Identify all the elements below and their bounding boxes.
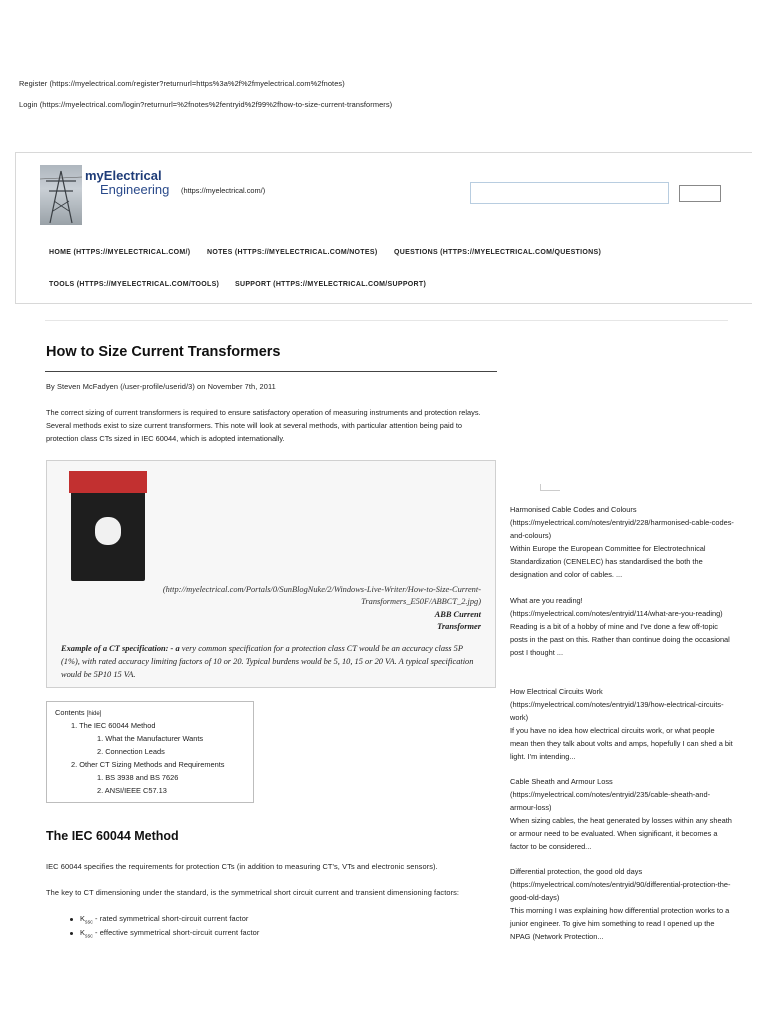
related-note-link[interactable]: Differential protection, the good old days (https://myelectrical.com/notes/entryid/90/differential-protection-the-good-old-days) — [510, 867, 731, 902]
pylon-photo — [40, 165, 82, 225]
related-note-excerpt: Within Europe the European Committee for Electrotechnical Standardization (CENELEC) has standardised the both the designation and color of cables. ... — [510, 544, 706, 579]
nav-home[interactable]: HOME (HTTPS://MYELECTRICAL.COM/) — [49, 249, 191, 256]
search-input[interactable] — [470, 182, 669, 204]
toc-item[interactable]: 1. BS 3938 and BS 7626 — [97, 773, 179, 782]
factor-description: - effective symmetrical short-circuit current factor — [92, 928, 260, 937]
search-button[interactable] — [679, 185, 721, 202]
nav-notes[interactable]: NOTES (HTTPS://MYELECTRICAL.COM/NOTES) — [207, 249, 378, 256]
current-transformer-image[interactable] — [69, 471, 147, 583]
logo-text-secondary: Engineering — [100, 182, 170, 197]
toc-item[interactable]: 2. ANSI/IEEE C57.13 — [97, 786, 167, 795]
register-link[interactable]: Register (https://myelectrical.com/register?returnurl=https%3a%2f%2fmyelectrical.com%2fnotes) — [19, 79, 345, 88]
list-item — [70, 914, 248, 926]
figure-caption: ABB Current Transformer — [434, 610, 481, 631]
toc-item[interactable]: 1. What the Manufacturer Wants — [97, 734, 204, 743]
site-logo[interactable] — [40, 165, 180, 225]
related-note-excerpt: If you have no idea how electrical circuits work, or what people mean then they talk about volts and amps, hopefully I can shed a bit light. I'm intending... — [510, 726, 733, 761]
factor-subscript: ssc — [85, 933, 93, 940]
logo-text-primary: myElectrical — [85, 168, 162, 183]
nav-tools[interactable]: TOOLS (HTTPS://MYELECTRICAL.COM/TOOLS) — [49, 281, 220, 288]
related-note-link[interactable]: Cable Sheath and Armour Loss (https://myelectrical.com/notes/entryid/235/cable-sheath-and-armour-loss) — [510, 777, 711, 812]
list-item — [70, 928, 259, 940]
factor-symbol: K — [80, 914, 86, 923]
related-note-excerpt: Reading is a bit of a hobby of mine and I've done a few off-topic posts in the past on this. Rather than continue doing the occasional post I thought ... — [510, 622, 730, 657]
bullet-icon — [70, 918, 73, 921]
nav-support[interactable]: SUPPORT (HTTPS://MYELECTRICAL.COM/SUPPORT) — [235, 281, 427, 288]
related-note-link[interactable]: How Electrical Circuits Work (https://myelectrical.com/notes/entryid/139/how-electrical-circuits-work) — [510, 687, 724, 722]
top-links — [19, 79, 392, 121]
figure-box — [46, 460, 496, 688]
toc-item[interactable]: 1. The IEC 60044 Method — [71, 721, 156, 730]
related-note-link[interactable]: What are you reading! (https://myelectrical.com/notes/entryid/114/what-are-you-reading) — [510, 596, 723, 618]
ct-spec-label: Example of a CT specification: - a — [61, 644, 180, 653]
ct-aperture — [95, 517, 121, 545]
related-note-excerpt: This morning I was explaining how differential protection works to a junior engineer. To give him something to read I opened up the NPAG (Network Protection... — [510, 906, 730, 941]
factor-symbol: K — [80, 928, 86, 937]
toc-item[interactable]: 2. Other CT Sizing Methods and Requirements — [71, 760, 225, 769]
bullet-icon — [70, 932, 73, 935]
ct-red-cap — [69, 471, 147, 493]
related-note — [510, 775, 735, 853]
page-title: How to Size Current Transformers — [46, 344, 281, 360]
related-note — [510, 594, 735, 659]
section-heading: The IEC 60044 Method — [46, 829, 179, 843]
paragraph: The key to CT dimensioning under the standard, is the symmetrical short circuit current and transient dimensioning factors: — [46, 888, 460, 897]
factor-subscript: ssc — [85, 919, 93, 926]
sidebar-placeholder — [540, 484, 560, 491]
login-link[interactable]: Login (https://myelectrical.com/login?returnurl=%2fnotes%2fentryid%2f99%2fhow-to-size-current-transformers) — [19, 100, 393, 109]
figure-url[interactable]: (http://myelectrical.com/Portals/0/SunBlogNuke/2/Windows-Live-Writer/How-to-Size-Current-Transformers_E50F/ABBCT_2.jpg) — [162, 585, 481, 606]
ct-spec-text: very common specification for a protection class CT would be an accuracy class 5P (1%), with rated accuracy limiting factors of 10 or 20. Typical burdens would be 5, 10, 15 or 20 VA. A typical specification would be 5P10 15 VA. — [61, 644, 474, 679]
site-header — [15, 152, 752, 304]
nav-questions[interactable]: QUESTIONS (HTTPS://MYELECTRICAL.COM/QUESTIONS) — [394, 249, 602, 256]
toc-hide-link[interactable]: [hide] — [86, 711, 102, 717]
toc-item[interactable]: 2. Connection Leads — [97, 747, 165, 756]
related-note — [510, 685, 735, 763]
divider — [45, 320, 728, 321]
paragraph: IEC 60044 specifies the requirements for protection CTs (in addition to measuring CT's, VTs and electronic sensors). — [46, 862, 438, 871]
ct-spec-example — [61, 642, 481, 681]
related-note — [510, 503, 735, 581]
factor-description: - rated symmetrical short-circuit current factor — [92, 914, 249, 923]
toc-title — [55, 708, 101, 717]
related-note-link[interactable]: Harmonised Cable Codes and Colours (https://myelectrical.com/notes/entryid/228/harmonised-cable-codes-and-colours) — [510, 505, 734, 540]
related-note-excerpt: When sizing cables, the heat generated by losses within any sheath or armour need to be evaluated. When significant, it becomes a factor to be considered... — [510, 816, 732, 851]
intro-paragraph: The correct sizing of current transformers is required to ensure satisfactory operation of measuring instruments and protection relays. Several methods exist to size current transformers. This note will look at several methods, with particular attention being paid to protection class CTs sized in IEC 60044, which is adopted internationally. — [46, 408, 481, 443]
byline: By Steven McFadyen (/user-profile/userid/3) on November 7th, 2011 — [46, 382, 276, 391]
table-of-contents — [46, 701, 254, 803]
title-divider — [45, 371, 497, 372]
toc-title-text: Contents — [55, 708, 85, 717]
related-note — [510, 865, 735, 943]
logo-url[interactable]: (https://myelectrical.com/) — [181, 186, 266, 195]
